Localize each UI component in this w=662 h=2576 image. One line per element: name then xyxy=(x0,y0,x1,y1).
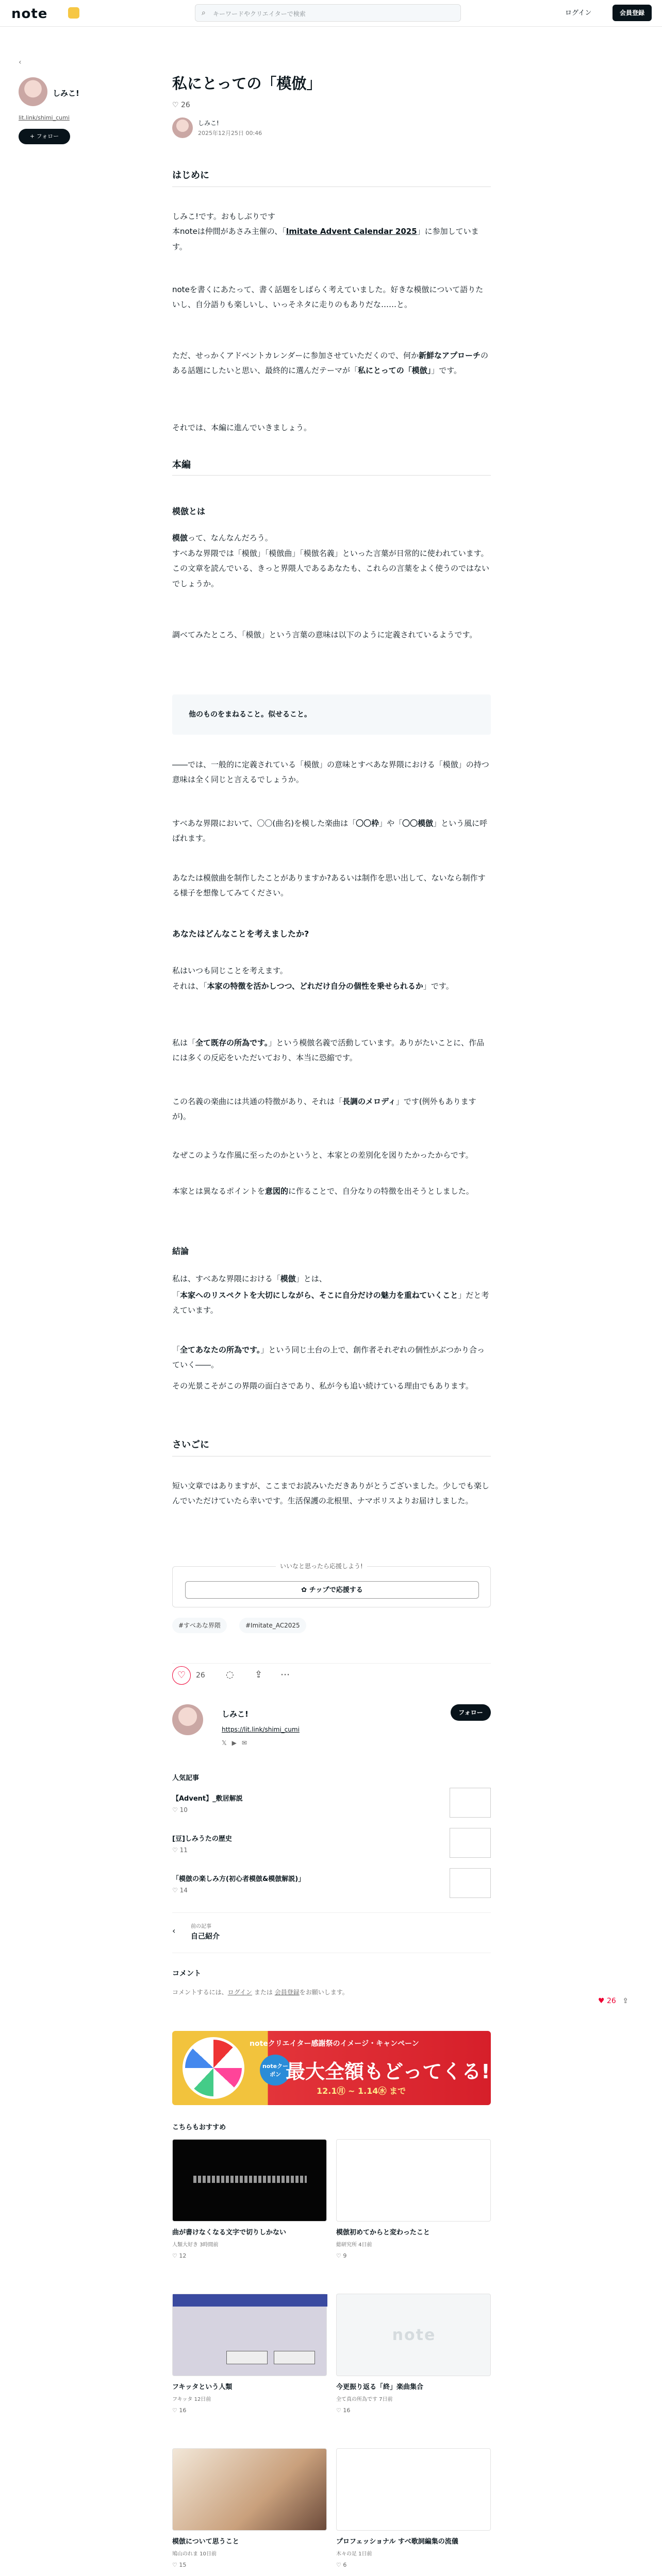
like-button[interactable]: ♡ xyxy=(172,1666,191,1685)
quote-text: 他のものをまねること。似せること。 xyxy=(189,710,311,719)
article-title: 私にとっての「模倣」 xyxy=(172,75,322,92)
text: に作ることで、自分なりの特徴を出そうとしました。 xyxy=(288,1187,474,1196)
text: 全て既存の所為です。 xyxy=(195,1038,269,1047)
rec-thumbnail xyxy=(336,2294,491,2376)
like-count: 26 xyxy=(196,1671,205,1680)
like-count: 6 xyxy=(343,2562,347,2568)
dialog-button-icon xyxy=(274,2351,315,2364)
popular-item-likes: ♡ 10 xyxy=(172,1806,188,1814)
prev-article-title[interactable]: 自己紹介 xyxy=(191,1933,220,1941)
heading-end: さいごに xyxy=(172,1439,209,1450)
like-count: 26 xyxy=(607,1997,616,2005)
note-mascot-icon xyxy=(68,7,79,19)
heading-intro: はじめに xyxy=(172,170,209,181)
text: すべあな界隈において、〇〇(曲名)を模した楽曲は「 xyxy=(172,819,356,828)
text: 」という模倣名義で活動しています。ありがたいことに、作品には多くの反応をいただいており、本当に恐縮です。 xyxy=(172,1038,485,1063)
like-count: 12 xyxy=(179,2252,187,2259)
popular-item[interactable] xyxy=(172,1788,491,1824)
rec-author: 木々の足 1日前 xyxy=(336,2551,372,2557)
text: 〇〇枠 xyxy=(356,819,379,828)
signup-button[interactable]: 会員登録 xyxy=(613,5,652,21)
share-icon[interactable]: ⇪ xyxy=(622,1997,629,2005)
heading-sub: 模倣とは xyxy=(172,506,206,516)
like-count: 26 xyxy=(181,101,190,109)
author-name[interactable]: しみこ! xyxy=(198,120,219,127)
like-count: 14 xyxy=(179,1887,188,1894)
rec-thumbnail xyxy=(172,2294,327,2376)
rec-author: 鳩山のれま 10日前 xyxy=(172,2551,217,2557)
popular-item-thumbnail xyxy=(450,1828,491,1858)
sidebar-profile xyxy=(19,57,142,140)
paragraph: それでは、本編に進んでいきましょう。 xyxy=(172,423,312,432)
rec-likes: ♡ 16 xyxy=(172,2407,187,2414)
like-count: 10 xyxy=(179,1806,188,1814)
paragraph xyxy=(172,1184,491,1199)
login-link[interactable]: ログイン xyxy=(565,9,592,17)
paragraph: なぜこのような作風に至ったのかというと、本家との差別化を図りたかったからです。 xyxy=(172,1150,473,1160)
profile-url[interactable]: https://lit.link/shimi_cumi xyxy=(222,1726,300,1733)
rec-likes: ♡ 9 xyxy=(336,2252,347,2259)
like-count: 9 xyxy=(343,2252,347,2259)
back-icon[interactable]: ‹ xyxy=(19,58,22,66)
paragraph: ――では、一般的に定義されている「模倣」の意味とすべあな界隈における「模倣」の持つ意味は全く同じと言えるでしょうか。 xyxy=(172,760,489,785)
heading-sub: 結論 xyxy=(172,1246,189,1256)
paragraph xyxy=(172,531,491,546)
rec-likes: ♡ 6 xyxy=(336,2562,347,2568)
paragraph xyxy=(172,816,491,846)
text: 全てあなたの所為です。 xyxy=(180,1345,261,1354)
rec-likes: ♡ 15 xyxy=(172,2562,187,2568)
text: 」です。 xyxy=(431,366,462,376)
rec-author: 人類大好き 3時間前 xyxy=(172,2242,219,2248)
glitch-text-icon xyxy=(193,2176,307,2183)
divider xyxy=(172,1663,491,1664)
text: 「 xyxy=(172,1291,180,1300)
rec-title: プロフェッショナル すべ歌詞編集の流儀 xyxy=(336,2538,458,2546)
recommend-heading: こちらもおすすめ xyxy=(172,2124,226,2131)
campaign-banner[interactable] xyxy=(172,2031,491,2105)
sidebar-author-url[interactable]: lit.link/shimi_cumi xyxy=(19,114,70,121)
more-icon[interactable]: ⋯ xyxy=(280,1669,290,1680)
like-count: 16 xyxy=(179,2407,187,2414)
rec-title: 模倣初めてからと変わったこと xyxy=(336,2229,430,2236)
support-title: いいなと思ったら応援しよう! xyxy=(276,1562,367,1570)
banner-text: noteクリエイター感謝祭のイメージ・キャンペーン xyxy=(250,2040,419,2048)
text: 〇〇模倣 xyxy=(402,819,434,828)
rec-author: フキッタ 12日前 xyxy=(172,2397,211,2402)
like-count: 11 xyxy=(179,1846,188,1854)
profile-name[interactable]: しみこ! xyxy=(222,1709,249,1719)
support-box xyxy=(172,1563,491,1607)
text: 模倣 xyxy=(280,1274,296,1283)
text: 意図的 xyxy=(265,1187,289,1196)
text: 長調のメロディ xyxy=(342,1097,396,1106)
paragraph: すべあな界隈では「模倣」「模倣曲」「模倣名義」といった言葉が日常的に使われています。この文章を読んでいる、きっと界隈人であるあなたも、これらの言葉をよく使うのではないでしょうか。 xyxy=(172,549,490,588)
comments-notice xyxy=(172,1988,349,1996)
comment-signup-link[interactable]: 会員登録 xyxy=(274,1989,300,1996)
paragraph: noteを書くにあたって、書く話題をしばらく考えていました。好きな模倣について語りたいし、自分語りも楽しいし、いっそネタに走りのもありだな……と。 xyxy=(172,285,484,310)
paragraph: その光景こそがこの界隈の面白さであり、私が今も追い続けている理由でもあります。 xyxy=(172,1381,473,1391)
note-placeholder-icon: note xyxy=(392,2326,436,2344)
popular-heading: 人気記事 xyxy=(172,1774,200,1782)
text: ただ、せっかくアドベントカレンダーに参加させていただくので、何か xyxy=(172,351,419,360)
dialog-titlebar-icon xyxy=(173,2294,327,2307)
text: 本家の特徴を活かしつつ、どれだけ自分の個性を乗せられるか xyxy=(207,981,423,991)
dialog-button-icon xyxy=(226,2351,268,2364)
comment-login-link[interactable]: ログイン xyxy=(227,1989,253,1996)
popular-item-thumbnail xyxy=(450,1788,491,1818)
like-count-top[interactable]: ♡ 26 xyxy=(172,101,190,109)
popular-item[interactable] xyxy=(172,1868,491,1904)
divider xyxy=(172,1912,491,1913)
quote-block xyxy=(172,694,491,735)
note-logo[interactable]: note xyxy=(11,6,48,22)
popular-item-likes: ♡ 14 xyxy=(172,1887,188,1894)
text: 「 xyxy=(172,1345,180,1354)
text: 本家へのリスペクトを大切にしながら、そこに自分だけの魅力を重ねていくこと xyxy=(180,1291,458,1300)
text: 模倣 xyxy=(172,533,188,543)
post-date: 2025年12月25日 00:46 xyxy=(198,130,262,137)
profile-avatar[interactable] xyxy=(172,1704,203,1735)
paragraph xyxy=(172,979,491,994)
text: 」です(例外もありますが)。 xyxy=(172,1097,476,1122)
rec-thumbnail xyxy=(172,2139,327,2222)
rec-title: フキッタという人類 xyxy=(172,2383,233,2391)
banner-badge: noteクーポン xyxy=(260,2055,291,2086)
search-placeholder: キーワードやクリエイターで検索 xyxy=(213,10,306,18)
text: それは、「 xyxy=(172,981,207,991)
tag[interactable]: #Imitate_AC2025 xyxy=(239,1618,306,1633)
popular-item-title: 「模倣の楽しみ方(初心者模倣&模倣解説)」 xyxy=(172,1875,305,1883)
text: しみこ!です。おもしぶりです xyxy=(172,212,275,221)
text: 」です。 xyxy=(423,981,454,991)
popular-item[interactable] xyxy=(172,1828,491,1864)
tip-button[interactable]: ✿ チップで応援する xyxy=(185,1581,479,1599)
text: 」という風に呼ばれます。 xyxy=(172,819,488,843)
text: って、なんなんだろう。 xyxy=(188,533,273,543)
text: 私は「 xyxy=(172,1038,196,1047)
heading-sub: あなたはどんなことを考えましたか? xyxy=(172,929,309,939)
divider xyxy=(172,475,491,476)
text: 」や「 xyxy=(379,819,403,828)
text: 」とは、 xyxy=(295,1274,327,1283)
share-icon[interactable]: ⇪ xyxy=(255,1669,263,1680)
text: 」だと考えています。 xyxy=(172,1291,489,1315)
rec-author: 全て真の所為です 7日前 xyxy=(336,2397,393,2402)
tag[interactable]: #すべあな界隈 xyxy=(172,1618,227,1633)
rec-title: 曲が書けなくなる文字で切りしかない xyxy=(172,2229,287,2236)
text: 新鮮なアプローチ xyxy=(418,351,481,360)
paragraph xyxy=(172,348,491,379)
rec-title: 模倣について思うこと xyxy=(172,2538,239,2546)
like-count: 16 xyxy=(343,2407,351,2414)
rec-title: 今更振り返る「終」楽曲集合 xyxy=(336,2383,424,2391)
profile-follow-button[interactable]: フォロー xyxy=(451,1704,491,1721)
rec-likes: ♡ 16 xyxy=(336,2407,351,2414)
paragraph xyxy=(172,1094,491,1125)
popular-item-title: 【Advent】_敷居解説 xyxy=(172,1795,243,1803)
text: コメントするには、 xyxy=(172,1989,228,1996)
sidebar-author-name[interactable]: しみこ! xyxy=(53,89,79,98)
popular-item-thumbnail xyxy=(450,1868,491,1898)
text: 」という同じ土台の上で、創作者それぞれの個性がぶつかり合っていく――。 xyxy=(172,1345,485,1370)
banner-date: 12.1㊊ ~ 1.14㊌ まで xyxy=(317,2086,406,2096)
paragraph: 調べてみたところ、「模倣」という言葉の意味は以下のように定義されているようです。 xyxy=(172,630,477,639)
advent-link[interactable]: Imitate Advent Calendar 2025 xyxy=(286,227,417,236)
text: この名義の楽曲には共通の特徴があり、それは「 xyxy=(172,1097,343,1106)
paragraph xyxy=(172,1343,491,1373)
comments-heading: コメント xyxy=(172,1970,201,1978)
like-count: 15 xyxy=(179,2562,187,2568)
text: 」に参加しています。 xyxy=(172,227,479,251)
text: 本家とは異なるポイントを xyxy=(172,1187,266,1196)
text: 私にとっての「模倣」 xyxy=(358,366,432,376)
floating-like-button[interactable]: ♥ 26 ⇪ xyxy=(598,1997,629,2005)
text: 私は、すべあな界隈における「 xyxy=(172,1274,280,1283)
header xyxy=(0,0,662,27)
text: または xyxy=(254,1989,273,1996)
search-icon: ⌕ xyxy=(202,9,206,17)
prev-label: 前の記事 xyxy=(191,1924,211,1929)
text: をお願いします。 xyxy=(299,1989,349,1996)
social-icons[interactable]: 𝕏▶✉ xyxy=(222,1739,252,1747)
sidebar-follow-button[interactable]: + フォロー xyxy=(19,129,70,144)
paragraph xyxy=(172,1272,491,1286)
rec-likes: ♡ 12 xyxy=(172,2252,187,2259)
paragraph xyxy=(172,1036,491,1066)
comment-icon[interactable]: ◌ xyxy=(226,1669,234,1680)
roulette-wheel-icon xyxy=(183,2037,244,2099)
text: 本noteは仲間があさみ主催の、「 xyxy=(172,227,286,236)
paragraph xyxy=(172,209,491,255)
banner-headline: 最大全額もどってくる! xyxy=(286,2060,490,2083)
author-avatar[interactable] xyxy=(172,117,193,138)
paragraph: 私はいつも同じことを考えます。 xyxy=(172,966,288,975)
avatar[interactable] xyxy=(19,77,47,106)
paragraph: あなたは模倣曲を制作したことがありますか?あるいは制作を思い出して、ないなら制作する様子を想像してみてください。 xyxy=(172,873,486,898)
popular-item-likes: ♡ 11 xyxy=(172,1846,188,1854)
rec-author: 総研究所 4日前 xyxy=(336,2242,372,2248)
heading-main: 本編 xyxy=(172,460,191,470)
paragraph: 短い文章ではありますが、ここまでお読みいただきありがとうございました。少しでも楽しんでいただけていたら幸いです。生活保護の北根里、ナマポリスよりお届けしました。 xyxy=(172,1481,490,1506)
paragraph xyxy=(172,1288,491,1318)
rec-thumbnail xyxy=(336,2448,491,2531)
rec-thumbnail xyxy=(172,2448,327,2531)
search-box[interactable] xyxy=(195,4,461,22)
rec-thumbnail xyxy=(336,2139,491,2222)
popular-item-title: [豆]しみうたの歴史 xyxy=(172,1835,232,1843)
text: のある話題にしたいと思い、最終的に選んだテーマが「 xyxy=(172,351,489,376)
prev-arrow-icon[interactable]: ‹ xyxy=(172,1926,176,1936)
tip-button-label: チップで応援する xyxy=(309,1586,363,1594)
